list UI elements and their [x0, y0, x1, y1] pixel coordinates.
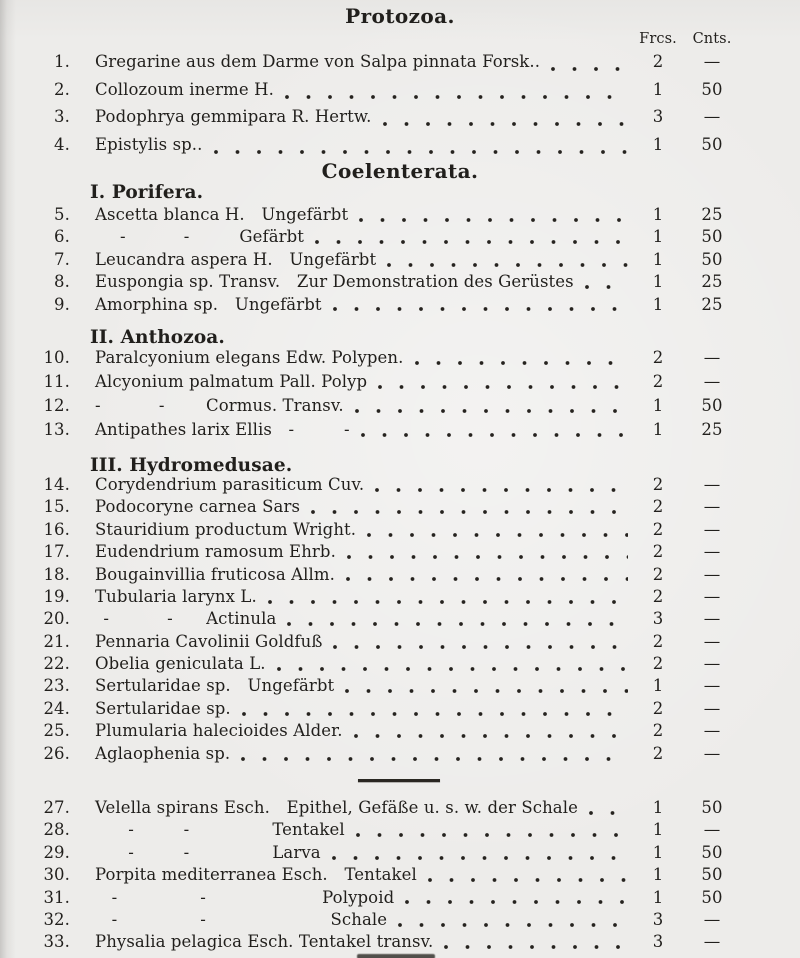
item-label: Ascetta blanca H. Ungefärbt	[95, 205, 349, 224]
item-cents-value: —	[703, 474, 721, 494]
item-number: 30.	[43, 865, 70, 885]
item-francs-value: 2	[652, 371, 664, 391]
price-column-headers	[0, 30, 800, 48]
item-number: 28.	[43, 820, 70, 840]
item-francs-value: 1	[652, 419, 664, 439]
dot-leader	[589, 811, 628, 815]
item-number: 20.	[43, 609, 70, 629]
item-francs-value: 1	[652, 676, 664, 696]
item-cents-value: —	[703, 676, 721, 696]
item-number: 29.	[43, 842, 70, 862]
item-francs-value: 2	[652, 564, 664, 584]
list-item	[0, 48, 800, 76]
item-francs-value: 2	[652, 542, 664, 562]
dot-leader	[285, 95, 628, 99]
dot-leader	[333, 645, 628, 649]
item-francs-value: 3	[652, 909, 664, 929]
dot-leader	[355, 409, 628, 413]
francs-column-header: Frcs.	[639, 31, 677, 47]
item-francs-value: 1	[652, 842, 664, 862]
item-francs-value: 2	[652, 721, 664, 741]
item-francs-value: 1	[652, 294, 664, 314]
item-cents-value: —	[703, 542, 721, 562]
list-item	[0, 519, 800, 541]
list-item	[0, 474, 800, 496]
item-cents-value: —	[703, 654, 721, 674]
item-cents-value: —	[703, 743, 721, 763]
item-number: 3.	[54, 107, 70, 126]
item-number: 6.	[54, 227, 70, 247]
item-number: 23.	[43, 676, 70, 696]
item-cents-value: —	[703, 631, 721, 651]
item-cents-value: —	[703, 497, 721, 517]
item-cents-value: —	[703, 52, 721, 71]
page-bottom-cutoff-rule	[357, 954, 435, 958]
list-item	[0, 675, 800, 697]
dot-leader	[356, 833, 628, 837]
dot-leader	[359, 218, 628, 222]
item-label: Paralcyonium elegans Edw. Polypen.	[95, 347, 404, 367]
section-heading: Coelenterata.	[321, 159, 479, 183]
item-label: Obelia geniculata L.	[95, 654, 266, 674]
list-item	[0, 294, 800, 316]
page-title: Protozoa.	[345, 4, 455, 28]
item-label: Stauridium productum Wright.	[95, 519, 357, 539]
item-group-velella	[0, 797, 800, 954]
dot-leader	[375, 488, 628, 492]
dot-leader	[354, 734, 628, 738]
list-item	[0, 653, 800, 675]
item-label: - - Gefärbt	[95, 227, 305, 247]
item-francs-value: 2	[652, 698, 664, 718]
list-item	[0, 564, 800, 586]
list-item	[0, 864, 800, 886]
list-item	[0, 226, 800, 248]
item-cents-value: —	[703, 698, 721, 718]
list-item	[0, 204, 800, 226]
item-francs-value: 2	[652, 586, 664, 606]
item-cents-value: —	[703, 909, 721, 929]
item-francs-value: 1	[652, 134, 664, 154]
item-label: - - Larva	[95, 842, 321, 862]
subsection-heading: I. Porifera.	[90, 182, 204, 203]
item-number: 19.	[43, 586, 70, 606]
item-number: 10.	[43, 347, 70, 367]
item-number: 18.	[43, 564, 70, 584]
item-francs-value: 2	[652, 474, 664, 494]
item-label: Antipathes larix Ellis - -	[95, 419, 350, 439]
list-item	[0, 541, 800, 563]
list-item	[0, 909, 800, 931]
item-cents-value: 50	[701, 227, 723, 247]
item-label: - - Actinula	[95, 609, 277, 629]
item-number: 25.	[43, 721, 70, 741]
item-francs-value: 1	[652, 227, 664, 247]
item-number: 8.	[54, 272, 70, 292]
list-item	[0, 249, 800, 271]
item-label: Epistylis sp..	[95, 134, 203, 154]
item-number: 11.	[43, 371, 70, 391]
item-cents-value: 50	[701, 395, 723, 415]
list-item	[0, 720, 800, 742]
item-number: 24.	[43, 698, 70, 718]
list-item	[0, 418, 800, 442]
item-cents-value: —	[703, 107, 721, 126]
item-francs-value: 1	[652, 272, 664, 292]
item-francs-value: 2	[652, 52, 664, 71]
list-item	[0, 797, 800, 819]
item-number: 17.	[43, 542, 70, 562]
item-number: 14.	[43, 474, 70, 494]
item-group-hydromedusae	[0, 474, 800, 765]
list-item	[0, 76, 800, 104]
item-cents-value: 25	[701, 419, 723, 439]
item-francs-value: 1	[652, 798, 664, 818]
item-label: - - Cormus. Transv.	[95, 395, 344, 415]
dot-leader	[345, 689, 628, 693]
item-francs-value: 1	[652, 820, 664, 840]
cents-column-header: Cnts.	[692, 31, 732, 47]
item-number: 9.	[54, 294, 70, 314]
list-item	[0, 370, 800, 394]
item-francs-value: 3	[652, 932, 664, 952]
item-number: 1.	[54, 52, 70, 71]
item-label: Podophrya gemmipara R. Hertw.	[95, 107, 372, 126]
item-number: 4.	[54, 134, 70, 154]
dot-leader	[405, 900, 628, 904]
dot-leader	[268, 600, 628, 604]
item-cents-value: 50	[701, 798, 723, 818]
list-item	[0, 271, 800, 293]
item-label: Porpita mediterranea Esch. Tentakel	[95, 865, 417, 885]
item-francs-value: 2	[652, 519, 664, 539]
dot-leader	[398, 923, 628, 927]
item-cents-value: 50	[701, 134, 723, 154]
item-number: 15.	[43, 497, 70, 517]
dot-leader	[415, 361, 629, 365]
item-cents-value: 50	[701, 865, 723, 885]
dot-leader	[277, 667, 628, 671]
list-item	[0, 743, 800, 765]
item-number: 27.	[43, 798, 70, 818]
item-number: 31.	[43, 887, 70, 907]
item-cents-value: 50	[701, 842, 723, 862]
item-label: Corydendrium parasiticum Cuv.	[95, 474, 365, 494]
item-number: 7.	[54, 249, 70, 269]
item-francs-value: 3	[652, 609, 664, 629]
item-cents-value: —	[703, 609, 721, 629]
item-cents-value: —	[703, 820, 721, 840]
list-item	[0, 887, 800, 909]
item-label: Euspongia sp. Transv. Zur Demonstration des Gerüstes	[95, 272, 574, 292]
item-label: - - Tentakel	[95, 820, 345, 840]
item-cents-value: 25	[701, 272, 723, 292]
item-cents-value: —	[703, 564, 721, 584]
list-item	[0, 931, 800, 953]
list-item	[0, 103, 800, 131]
dot-leader	[383, 122, 628, 126]
dot-leader	[551, 67, 628, 71]
dot-leader	[311, 510, 628, 514]
item-number: 13.	[43, 419, 70, 439]
dot-leader	[444, 945, 628, 949]
item-francs-value: 1	[652, 865, 664, 885]
list-item	[0, 586, 800, 608]
item-cents-value: —	[703, 932, 721, 952]
item-francs-value: 2	[652, 631, 664, 651]
list-item	[0, 819, 800, 841]
list-item	[0, 131, 800, 159]
item-label: Aglaophenia sp.	[95, 743, 231, 763]
item-francs-value: 1	[652, 79, 664, 99]
dot-leader	[347, 555, 628, 559]
item-number: 2.	[54, 79, 70, 99]
dot-leader	[241, 757, 628, 761]
item-francs-value: 2	[652, 743, 664, 763]
list-item	[0, 608, 800, 630]
dot-leader	[585, 285, 628, 289]
dot-leader	[333, 307, 628, 311]
dot-leader	[346, 577, 628, 581]
dot-leader	[214, 150, 629, 154]
item-label: - - Schale	[95, 909, 388, 929]
item-cents-value: —	[703, 347, 721, 367]
item-group-porifera	[0, 204, 800, 316]
list-item	[0, 394, 800, 418]
item-label: Sertularidae sp. Ungefärbt	[95, 676, 335, 696]
item-number: 21.	[43, 631, 70, 651]
item-cents-value: 25	[701, 294, 723, 314]
list-item	[0, 346, 800, 370]
item-francs-value: 2	[652, 497, 664, 517]
item-number: 5.	[54, 205, 70, 224]
item-label: Eudendrium ramosum Ehrb.	[95, 542, 336, 562]
item-group-anthozoa	[0, 346, 800, 442]
item-francs-value: 2	[652, 347, 664, 367]
dot-leader	[367, 533, 628, 537]
item-label: Amorphina sp. Ungefärbt	[95, 294, 322, 314]
item-francs-value: 1	[652, 887, 664, 907]
item-cents-value: —	[703, 586, 721, 606]
dot-leader	[315, 240, 628, 244]
item-label: Collozoum inerme H.	[95, 79, 274, 99]
item-cents-value: 50	[701, 887, 723, 907]
dot-leader	[387, 263, 628, 267]
item-cents-value: —	[703, 721, 721, 741]
item-francs-value: 2	[652, 654, 664, 674]
dot-leader	[428, 878, 628, 882]
catalog-sections	[0, 48, 800, 954]
item-label: Plumularia halecioides Alder.	[95, 721, 343, 741]
group-divider	[0, 765, 800, 797]
item-number: 16.	[43, 519, 70, 539]
item-cents-value: 50	[701, 249, 723, 269]
dot-leader	[332, 856, 628, 860]
item-label: Tubularia larynx L.	[95, 586, 257, 606]
list-item	[0, 842, 800, 864]
item-francs-value: 3	[652, 107, 664, 126]
item-label: Velella spirans Esch. Epithel, Gefäße u. s. w. der Schale	[95, 798, 578, 818]
subsection-heading: II. Anthozoa.	[90, 326, 225, 348]
group-divider-line	[358, 779, 440, 782]
item-cents-value: 50	[701, 79, 723, 99]
item-label: Bougainvillia fruticosa Allm.	[95, 564, 336, 584]
item-number: 26.	[43, 743, 70, 763]
dot-leader	[378, 385, 628, 389]
item-francs-value: 1	[652, 249, 664, 269]
item-label: Leucandra aspera H. Ungefärbt	[95, 249, 377, 269]
item-number: 33.	[43, 932, 70, 952]
dot-leader	[361, 433, 628, 437]
item-francs-value: 1	[652, 395, 664, 415]
item-number: 12.	[43, 395, 70, 415]
item-label: Physalia pelagica Esch. Tentakel transv.	[95, 932, 434, 952]
item-label: - - Polypoid	[95, 887, 395, 907]
item-label: Podocoryne carnea Sars	[95, 497, 301, 517]
item-label: Sertularidae sp.	[95, 698, 231, 718]
dot-leader	[287, 622, 628, 626]
item-cents-value: —	[703, 371, 721, 391]
item-number: 22.	[43, 654, 70, 674]
item-label: Gregarine aus dem Darme von Salpa pinnata Forsk..	[95, 52, 541, 71]
list-item	[0, 698, 800, 720]
list-item	[0, 496, 800, 518]
item-label: Alcyonium palmatum Pall. Polyp	[95, 371, 368, 391]
item-cents-value: 25	[701, 205, 723, 224]
list-item	[0, 631, 800, 653]
subsection-heading: III. Hydromedusae.	[90, 454, 293, 476]
item-number: 32.	[43, 909, 70, 929]
item-francs-value: 1	[652, 205, 664, 224]
dot-leader	[242, 712, 628, 716]
item-label: Pennaria Cavolinii Goldfuß	[95, 631, 323, 651]
item-cents-value: —	[703, 519, 721, 539]
item-group-protozoa	[0, 48, 800, 158]
